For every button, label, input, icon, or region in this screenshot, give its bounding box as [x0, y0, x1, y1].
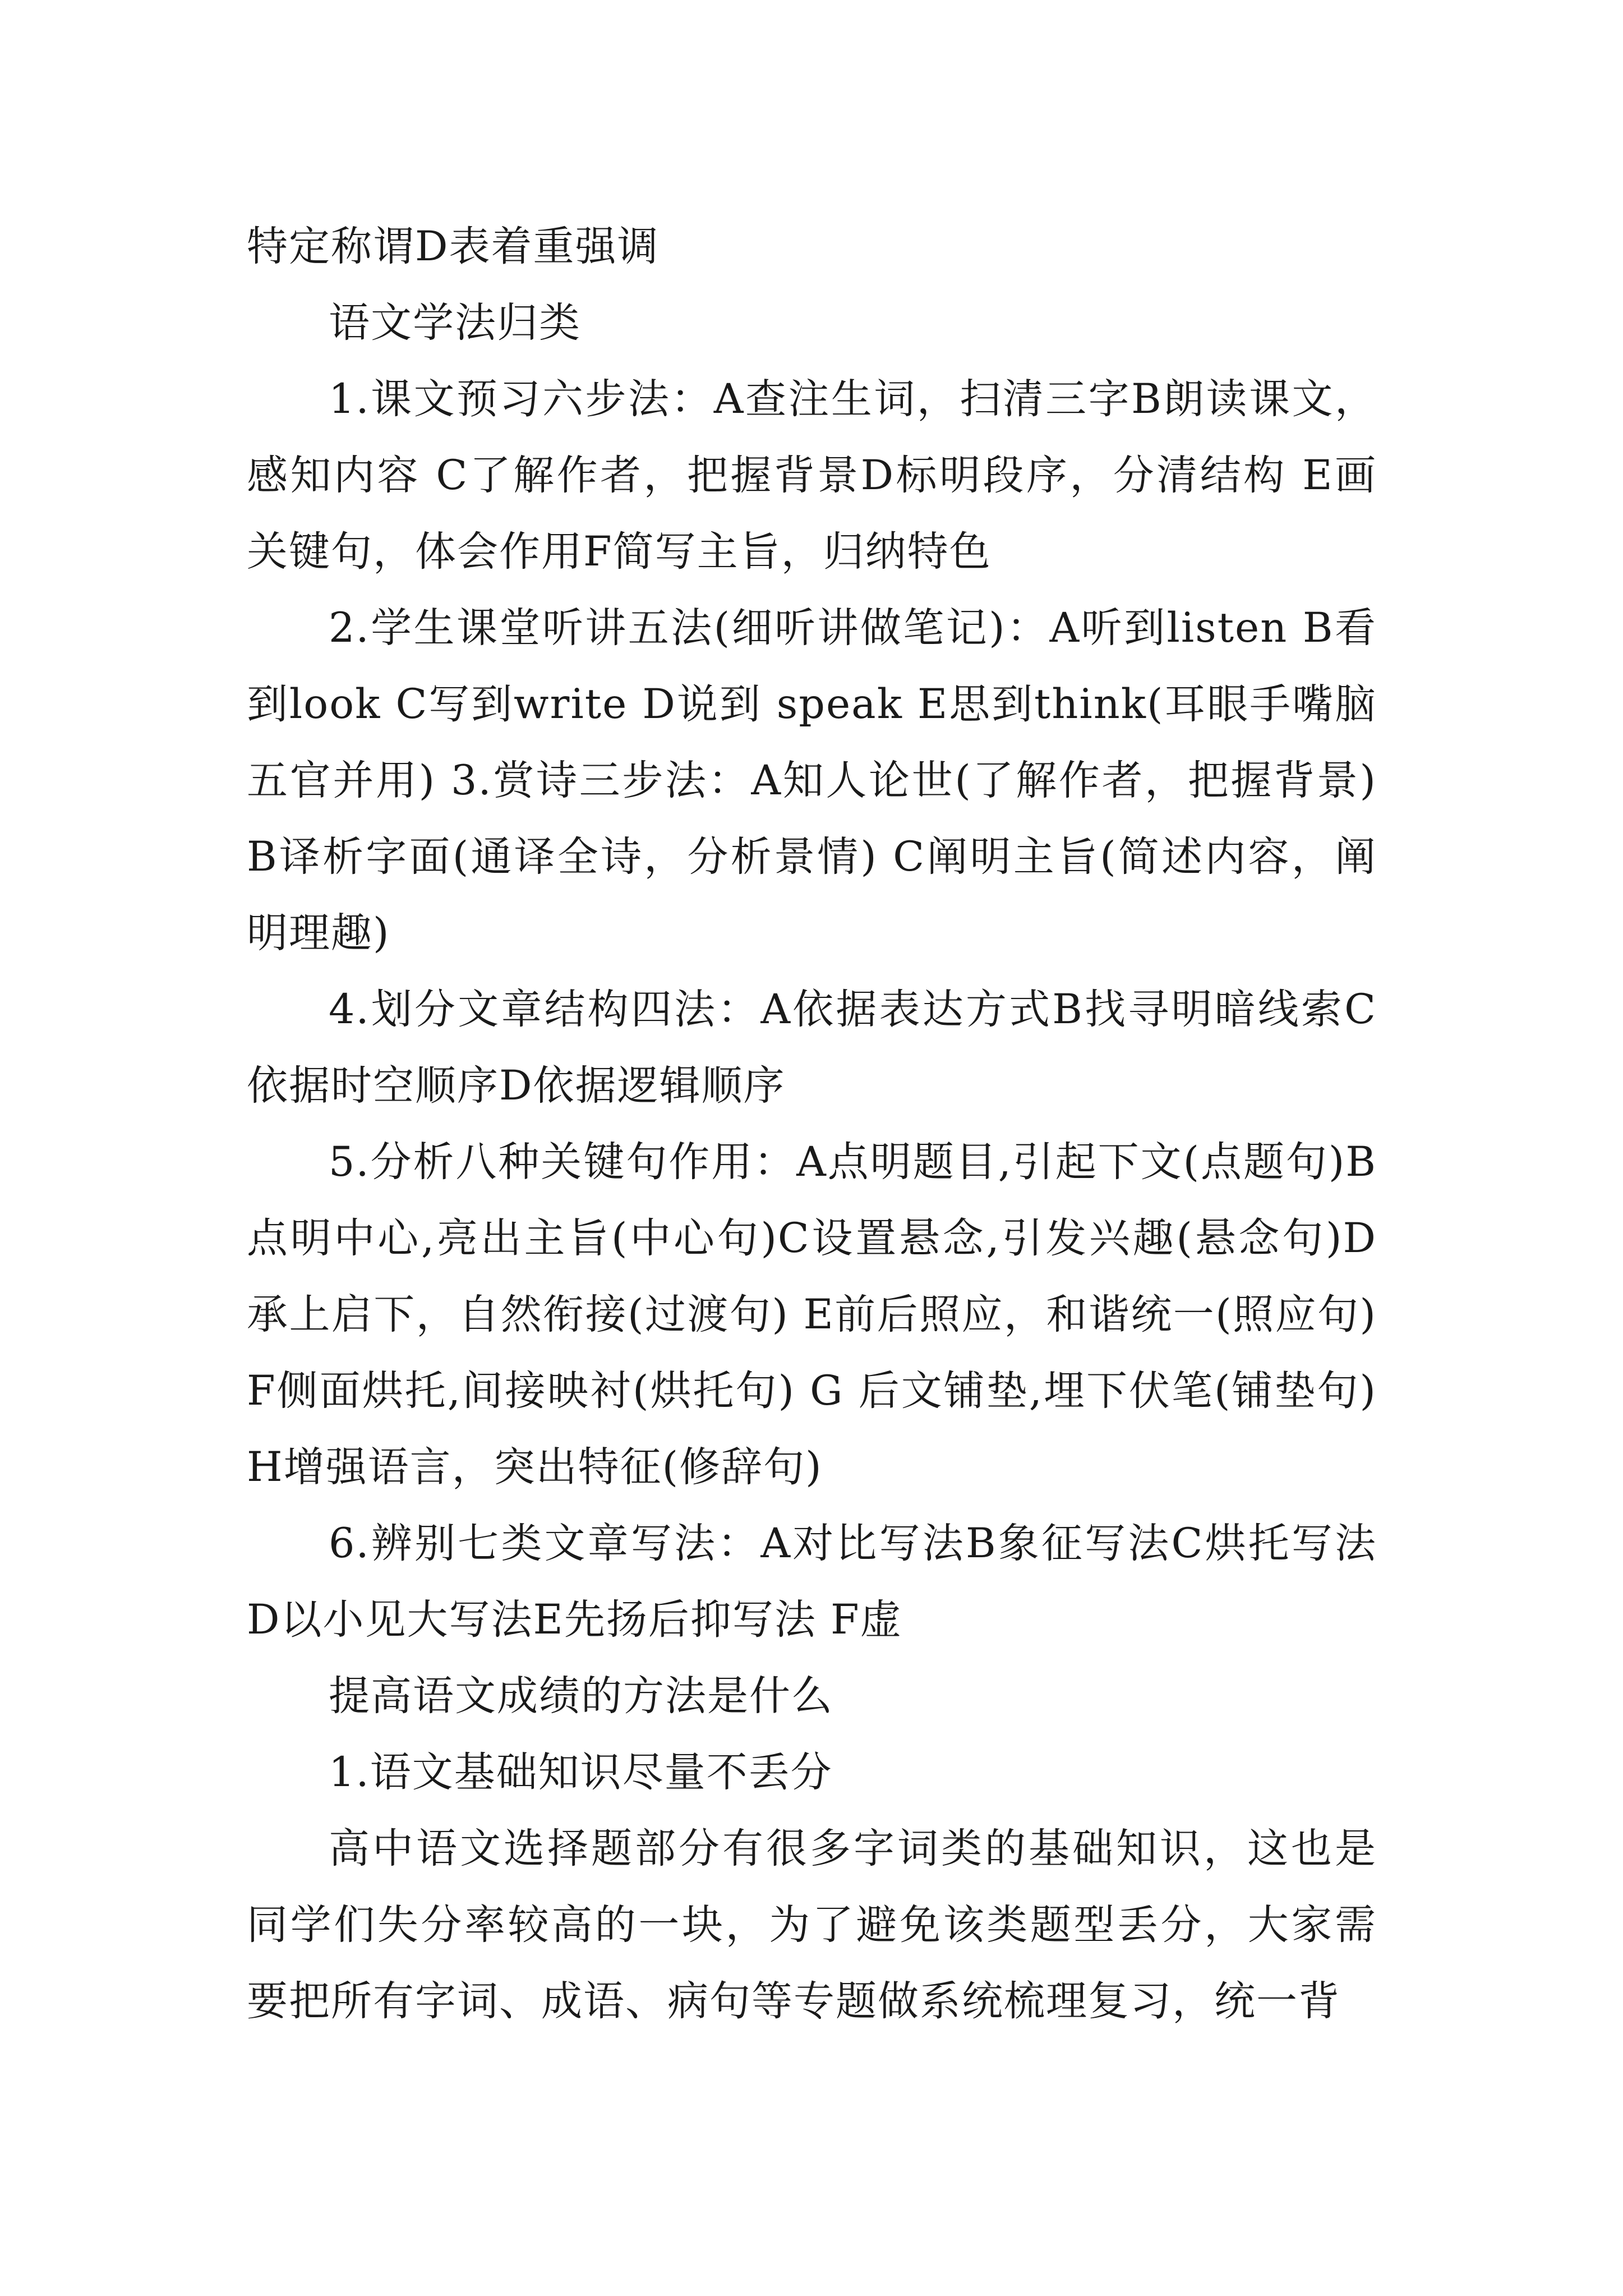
paragraph-1: 特定称谓D表着重强调 [247, 223, 660, 270]
paragraph-basic-knowledge: 高中语文选择题部分有很多字词类的基础知识，这也是同学们失分率较高的一块，为了避免该类题型丢分，大家需要把所有字词、成语、病句等专题做系统梳理复习，统一背 [247, 1825, 1377, 2025]
paragraph-key-sentences: 5.分析八种关键句作用：A点明题目,引起下文(点题句)B点明中心,亮出主旨(中心句)C设置悬念,引发兴趣(悬念句)D承上启下，自然衔接(过渡句) E前后照应，和谐统一(照应句)F侧面烘托,间接映衬(烘托句) G 后文铺垫,埋下伏笔(铺垫句)H增强语言，突出特征(修辞句) [247, 1138, 1377, 1491]
paragraph-writing-techniques: 6.辨别七类文章写法：A对比写法B象征写法C烘托写法D以小见大写法E先扬后抑写法 F虚 [247, 1520, 1377, 1644]
paragraph-listening-method: 2.学生课堂听讲五法(细听讲做笔记)：A听到listen B看到look C写到write D说到 speak E思到think(耳眼手嘴脑五官并用) 3.赏诗三步法：A知人论世(了解作者，把握背景) B译析字面(通译全诗，分析景情) C阐明主旨(简述内容，阐明理趣) [247, 604, 1377, 957]
subheading-basic-knowledge: 1.语文基础知识尽量不丢分 [329, 1749, 833, 1796]
section-heading-study-methods: 语文学法归类 [329, 299, 581, 347]
document-body [247, 209, 1377, 2040]
paragraph-preview-method: 1.课文预习六步法：A查注生词，扫清三字B朗读课文，感知内容 C了解作者，把握背景D标明段序，分清结构 E画关键句，体会作用F简写主旨，归纳特色 [247, 375, 1377, 576]
paragraph-structure-method: 4.划分文章结构四法：A依据表达方式B找寻明暗线索C依据时空顺序D依据逻辑顺序 [247, 986, 1377, 1110]
section-heading-improve-scores: 提高语文成绩的方法是什么 [329, 1672, 833, 1720]
